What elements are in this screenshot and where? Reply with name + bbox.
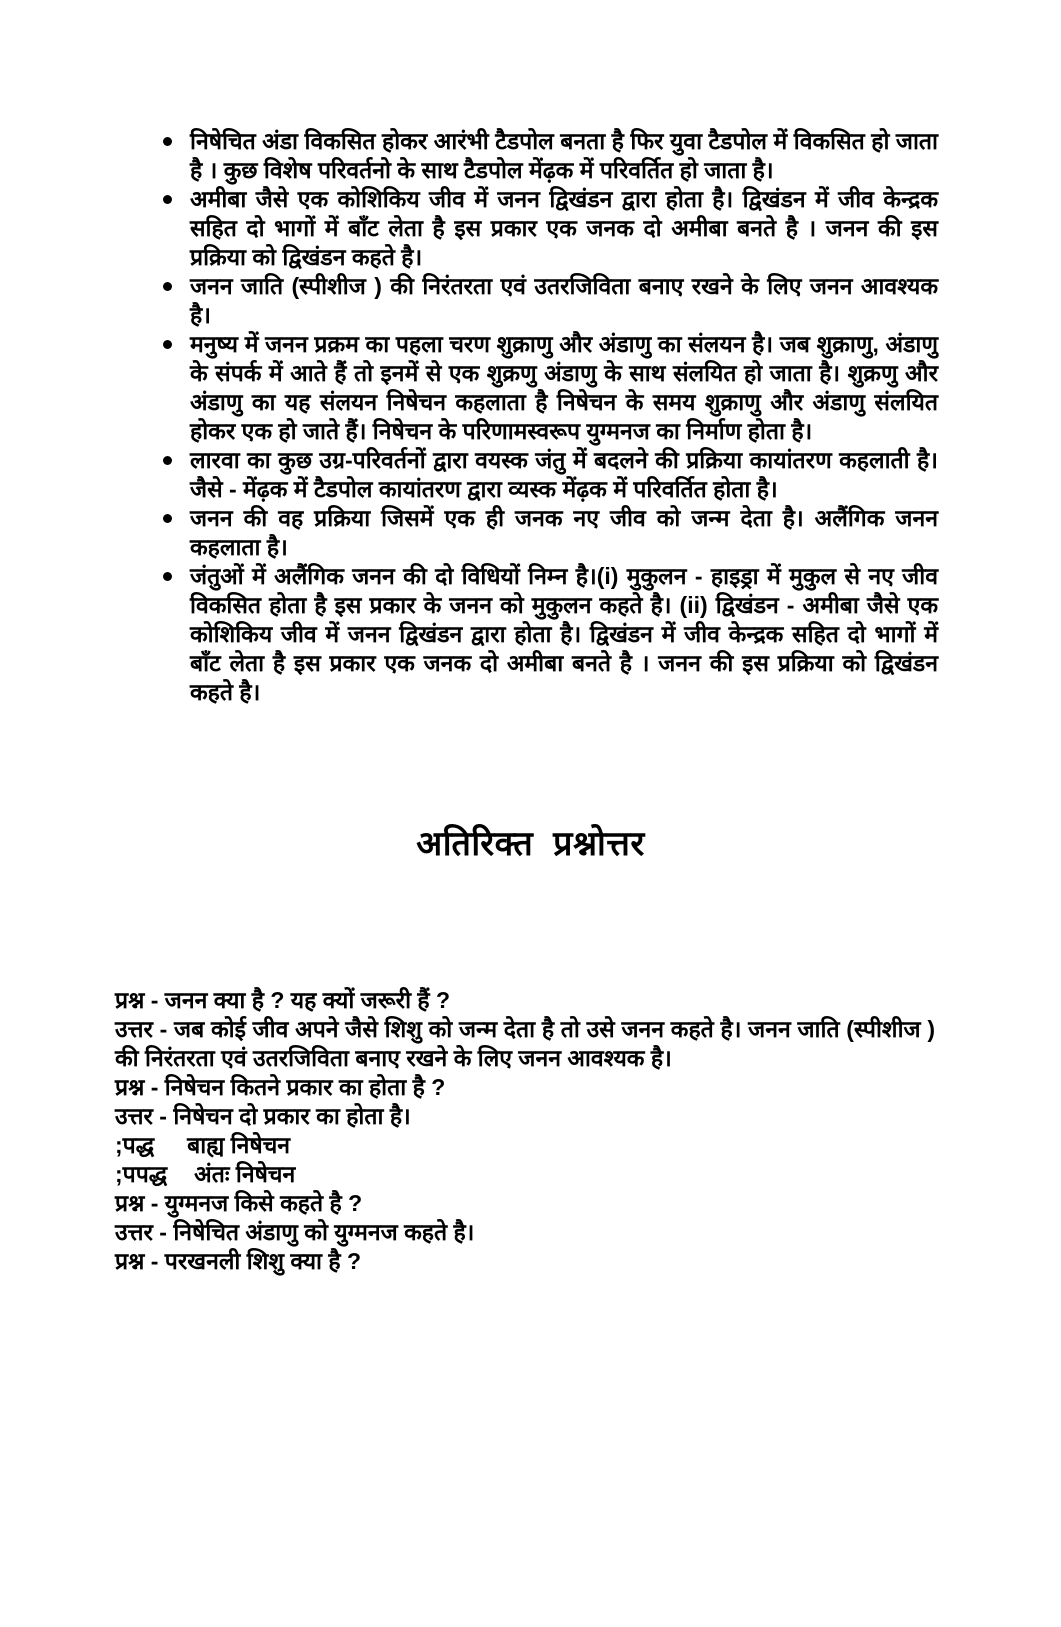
answer-line: उत्तर - निषेचित अंडाणु को युग्मनज कहते है। <box>115 1219 475 1245</box>
answer-line: उत्तर - निषेचन दो प्रकार का होता है। <box>115 1103 411 1129</box>
bullet-item <box>190 446 938 504</box>
sub-point-marker: ;पद्ध <box>115 1132 155 1158</box>
bullet-icon <box>163 282 172 291</box>
question-line: प्रश्न - निषेचन कितने प्रकार का होता है ? <box>115 1074 446 1100</box>
bullet-icon <box>163 340 172 349</box>
bullet-item <box>190 127 938 185</box>
question-line: प्रश्न - जनन क्या है ? यह क्यों जरूरी हैं ? <box>115 987 451 1013</box>
question-line: प्रश्न - युग्मनज किसे कहते है ? <box>115 1190 363 1216</box>
question-line: प्रश्न - परखनली शिशु क्या है ? <box>115 1248 362 1274</box>
bullet-item <box>190 504 938 562</box>
bullet-item <box>190 272 938 330</box>
bullet-item <box>190 562 938 707</box>
bullet-text: जंतुओं में अलैंगिक जनन की दो विधियों निम्न है।(i) मुकुलन - हाइड्रा में मुकुल से नए जीव विकसित होता है इस प्रकार के जनन को मुकुलन कहते है। (ii) द्विखंडन - अमीबा जैसे एक कोशिकिय जीव में जनन द्विखंडन द्वारा होता है। द्विखंडन में जीव केन्द्रक सहित दो भागों में बाँट लेता है इस प्रकार एक जनक दो अमीबा बनते है । जनन की इस प्रक्रिया को द्विखंडन कहते है। <box>190 563 938 705</box>
sub-point-line <box>115 1160 935 1189</box>
sub-point-line <box>115 1131 935 1160</box>
sub-point-marker: ;पपद्ध <box>115 1161 168 1187</box>
bullet-icon <box>163 572 172 581</box>
answer-line: उत्तर - जब कोई जीव अपने जैसे शिशु को जन्म देता है तो उसे जनन कहते है। जनन जाति (स्पीशीज ) की निरंतरता एवं उतरजिविता बनाए रखने के लिए जनन आवश्यक है। <box>115 1016 935 1071</box>
bullet-icon <box>163 137 172 146</box>
bullet-text: निषेचित अंडा विकसित होकर आरंभी टैडपोल बनता है फिर युवा टैडपोल में विकसित हो जाता है । कुछ विशेष परिवर्तनो के साथ टैडपोल मेंढ़क में परिवर्तित हो जाता है। <box>190 128 938 183</box>
sub-point-text: अंतः निषेचन <box>194 1161 296 1187</box>
sub-point-text: बाह्य निषेचन <box>187 1132 291 1158</box>
bullet-icon <box>163 514 172 523</box>
qa-section <box>115 986 935 1276</box>
bullet-text: अमीबा जैसे एक कोशिकिय जीव में जनन द्विखंडन द्वारा होता है। द्विखंडन में जीव केन्द्रक सहित दो भागों में बाँट लेता है इस प्रकार एक जनक दो अमीबा बनते है । जनन की इस प्रक्रिया को द्विखंडन कहते है। <box>190 186 938 270</box>
bullet-text: मनुष्य में जनन प्रक्रम का पहला चरण शुक्राणु और अंडाणु का संलयन है। जब शुक्राणु, अंडाणु के संपर्क में आते हैं तो इनमें से एक शुक्रणु अंडाणु के साथ संलयित हो जाता है। शुक्रणु और अंडाणु का यह संलयन निषेचन कहलाता है निषेचन के समय शुक्राणु और अंडाणु संलयित होकर एक हो जाते हैं। निषेचन के परिणामस्वरूप युग्मनज का निर्माण होता है। <box>190 331 938 444</box>
document-page <box>0 127 1061 1627</box>
bullet-icon <box>163 195 172 204</box>
notes-bullet-list <box>190 127 938 707</box>
bullet-text: जनन जाति (स्पीशीज ) की निरंतरता एवं उतरजिविता बनाए रखने के लिए जनन आवश्यक है। <box>190 273 938 328</box>
bullet-item <box>190 330 938 446</box>
bullet-text: जनन की वह प्रक्रिया जिसमें एक ही जनक नए जीव को जन्म देता है। अलैंगिक जनन कहलाता है। <box>190 505 938 560</box>
bullet-text: लारवा का कुछ उग्र-परिवर्तनों द्वारा वयस्क जंतु में बदलने की प्रक्रिया कायांतरण कहलाती है। जैसे - मेंढ़क में टैडपोल कायांतरण द्वारा व्यस्क मेंढ़क में परिवर्तित होता है। <box>190 447 938 502</box>
bullet-item <box>190 185 938 272</box>
section-heading: अतिरिक्त प्रश्नोत्तर <box>416 825 645 863</box>
bullet-icon <box>163 456 172 465</box>
